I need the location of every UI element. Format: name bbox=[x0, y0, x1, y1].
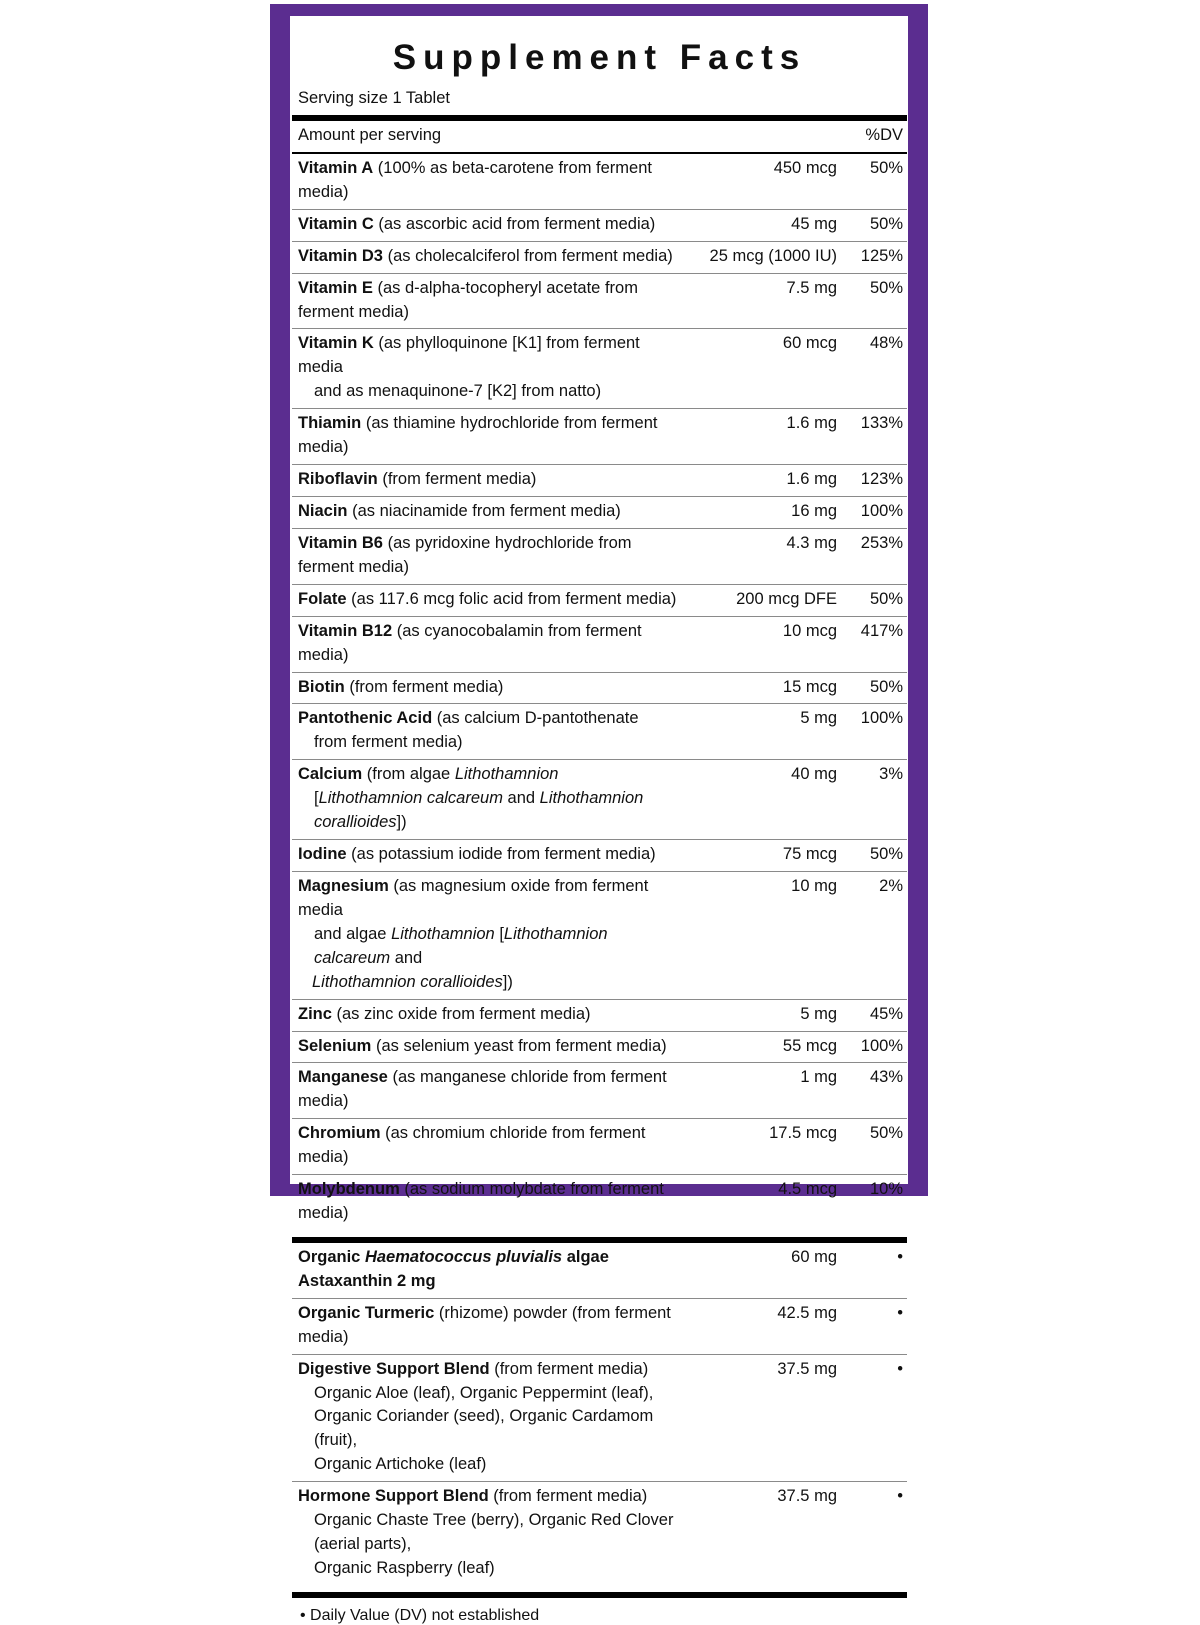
nutrient-dv: 50% bbox=[869, 278, 903, 297]
nutrient-detail: (as sodium molybdate from ferment media) bbox=[298, 1180, 664, 1223]
nutrient-amount: 17.5 mcg bbox=[769, 1124, 837, 1143]
nutrient-amount: 60 mcg bbox=[782, 334, 837, 353]
nutrient-name: Vitamin D3 bbox=[298, 246, 383, 265]
nutrient-detail: (as d-alpha-tocopheryl acetate from ferment media) bbox=[298, 278, 638, 321]
nutrient-name: Vitamin E bbox=[298, 278, 373, 297]
table-row bbox=[292, 617, 907, 672]
nutrient-detail: (as cholecalciferol from ferment media) bbox=[382, 246, 673, 265]
nutrient-name: Selenium bbox=[298, 1036, 372, 1055]
nutrient-detail: (as 117.6 mcg folic acid from ferment media) bbox=[346, 589, 677, 608]
nutrient-name: Molybdenum bbox=[298, 1180, 400, 1199]
nutrient-dv: 2% bbox=[879, 876, 903, 895]
nutrient-name: Biotin bbox=[298, 677, 345, 696]
nutrient-detail: (as chromium chloride from ferment media) bbox=[298, 1124, 646, 1167]
ingredient-dv: • bbox=[897, 1303, 903, 1322]
ingredient-name-suffix: algae Astaxanthin 2 mg bbox=[298, 1247, 609, 1290]
nutrient-name: Folate bbox=[298, 589, 347, 608]
nutrient-name: Pantothenic Acid bbox=[298, 709, 433, 728]
nutrient-detail: (as ascorbic acid from ferment media) bbox=[373, 214, 656, 233]
nutrient-amount: 5 mg bbox=[800, 709, 837, 728]
table-row bbox=[292, 872, 907, 999]
nutrient-detail-line2: from ferment media) bbox=[314, 733, 463, 752]
nutrient-detail-line2: [Lithothamnion calcareum and Lithothamnion corallioides]) bbox=[314, 789, 644, 832]
nutrient-dv: 133% bbox=[860, 414, 903, 433]
blend-ingredient-line: Organic Chaste Tree (berry), Organic Red Clover (aerial parts), bbox=[314, 1511, 674, 1554]
nutrient-detail-line2: and as menaquinone-7 [K2] from natto) bbox=[314, 382, 602, 401]
table-row bbox=[292, 760, 907, 839]
nutrient-detail: (as manganese chloride from ferment media) bbox=[298, 1068, 667, 1111]
table-row bbox=[292, 673, 907, 704]
nutrient-amount: 55 mcg bbox=[782, 1036, 837, 1055]
nutrient-detail-line2: and algae Lithothamnion [Lithothamnion calcareum and bbox=[314, 924, 608, 967]
nutrient-detail: (from ferment media) bbox=[344, 677, 504, 696]
nutrient-dv: 3% bbox=[879, 765, 903, 784]
ingredient-name: Organic Turmeric bbox=[298, 1303, 435, 1322]
nutrient-name: Vitamin K bbox=[298, 334, 374, 353]
table-row bbox=[292, 409, 907, 464]
nutrient-dv: 50% bbox=[869, 677, 903, 696]
blend-row bbox=[292, 1482, 907, 1585]
ingredient-dv: • bbox=[897, 1247, 903, 1266]
nutrient-amount: 1.6 mg bbox=[786, 470, 837, 489]
blend-ingredient-line: Organic Raspberry (leaf) bbox=[314, 1559, 495, 1578]
blend-name: Digestive Support Blend bbox=[298, 1359, 490, 1378]
nutrient-name: Vitamin C bbox=[298, 214, 374, 233]
nutrient-dv: 123% bbox=[860, 470, 903, 489]
nutrient-name: Chromium bbox=[298, 1124, 381, 1143]
nutrient-detail: (as thiamine hydrochloride from ferment media) bbox=[298, 414, 658, 457]
nutrient-amount: 10 mcg bbox=[782, 621, 837, 640]
nutrient-amount: 45 mg bbox=[791, 214, 837, 233]
table-row bbox=[292, 154, 907, 209]
blend-ingredient-line: Organic Artichoke (leaf) bbox=[314, 1455, 487, 1474]
table-row bbox=[292, 1119, 907, 1174]
nutrient-amount: 16 mg bbox=[791, 501, 837, 520]
nutrient-detail: (from ferment media) bbox=[377, 470, 537, 489]
nutrient-dv: 100% bbox=[860, 501, 903, 520]
table-row bbox=[292, 1000, 907, 1031]
nutrient-detail: (as niacinamide from ferment media) bbox=[347, 501, 621, 520]
nutrient-amount: 4.5 mcg bbox=[778, 1180, 837, 1199]
nutrient-detail: (as phylloquinone [K1] from ferment media bbox=[298, 334, 640, 377]
table-row bbox=[292, 704, 907, 759]
nutrient-amount: 4.3 mg bbox=[786, 533, 837, 552]
nutrient-amount: 1 mg bbox=[800, 1068, 837, 1087]
nutrient-dv: 48% bbox=[869, 334, 903, 353]
nutrient-detail: (as pyridoxine hydrochloride from ferment media) bbox=[298, 533, 632, 576]
table-row bbox=[292, 1175, 907, 1230]
nutrient-dv: 125% bbox=[860, 246, 903, 265]
nutrient-amount: 200 mcg DFE bbox=[736, 589, 837, 608]
table-row bbox=[292, 529, 907, 584]
blend-ingredient-line: Organic Coriander (seed), Organic Cardamom (fruit), bbox=[314, 1407, 654, 1450]
nutrient-name: Vitamin B6 bbox=[298, 533, 383, 552]
nutrient-detail: (as potassium iodide from ferment media) bbox=[346, 845, 656, 864]
nutrient-amount: 40 mg bbox=[791, 765, 837, 784]
nutrient-dv: 100% bbox=[860, 709, 903, 728]
table-row bbox=[292, 1063, 907, 1118]
blend-dv: • bbox=[897, 1487, 903, 1506]
nutrient-amount: 25 mcg (1000 IU) bbox=[709, 246, 837, 265]
nutrient-dv: 417% bbox=[860, 621, 903, 640]
nutrient-amount: 10 mg bbox=[791, 876, 837, 895]
nutrient-dv: 10% bbox=[869, 1180, 903, 1199]
nutrient-amount: 1.6 mg bbox=[786, 414, 837, 433]
blend-detail: (from ferment media) bbox=[489, 1359, 649, 1378]
footnote-dv-not-established: • Daily Value (DV) not established bbox=[300, 1606, 540, 1624]
nutrient-detail: (as zinc oxide from ferment media) bbox=[331, 1004, 591, 1023]
ingredient-detail: (rhizome) powder (from ferment media) bbox=[298, 1303, 671, 1346]
dv-column-header: %DV bbox=[865, 126, 903, 144]
nutrient-dv: 45% bbox=[869, 1004, 903, 1023]
table-row bbox=[292, 465, 907, 496]
amount-per-serving-header: Amount per serving bbox=[298, 126, 442, 144]
table-row bbox=[292, 497, 907, 528]
blend-dv: • bbox=[897, 1359, 903, 1378]
page-title: Supplement Facts bbox=[392, 38, 807, 77]
blend-name: Hormone Support Blend bbox=[298, 1487, 489, 1506]
table-row bbox=[292, 1299, 907, 1354]
table-row bbox=[292, 274, 907, 329]
nutrient-dv: 50% bbox=[869, 589, 903, 608]
nutrient-name: Niacin bbox=[298, 501, 348, 520]
nutrient-detail: (100% as beta-carotene from ferment media) bbox=[298, 158, 652, 201]
blend-detail: (from ferment media) bbox=[488, 1487, 648, 1506]
nutrient-name: Riboflavin bbox=[298, 470, 378, 489]
table-row bbox=[292, 210, 907, 241]
ingredient-name: Organic bbox=[298, 1247, 365, 1266]
nutrient-name: Iodine bbox=[298, 845, 347, 864]
nutrient-dv: 253% bbox=[860, 533, 903, 552]
table-header-row bbox=[292, 121, 907, 152]
blend-amount: 37.5 mg bbox=[777, 1487, 837, 1506]
nutrient-amount: 15 mcg bbox=[782, 677, 837, 696]
nutrient-detail: (as selenium yeast from ferment media) bbox=[371, 1036, 667, 1055]
nutrient-amount: 7.5 mg bbox=[786, 278, 837, 297]
nutrient-name: Vitamin B12 bbox=[298, 621, 393, 640]
nutrient-name: Zinc bbox=[298, 1004, 332, 1023]
nutrient-detail-line3: Lithothamnion corallioides]) bbox=[312, 972, 513, 991]
nutrient-name: Magnesium bbox=[298, 876, 389, 895]
nutrient-detail: (from algae Lithothamnion bbox=[362, 765, 559, 784]
blend-row bbox=[292, 1355, 907, 1482]
nutrient-dv: 50% bbox=[869, 1124, 903, 1143]
nutrient-dv: 50% bbox=[869, 845, 903, 864]
table-row bbox=[292, 1032, 907, 1063]
nutrient-amount: 75 mcg bbox=[782, 845, 837, 864]
table-row bbox=[292, 242, 907, 273]
nutrient-dv: 100% bbox=[860, 1036, 903, 1055]
supplement-facts-panel bbox=[292, 26, 907, 1624]
nutrient-detail: (as calcium D-pantothenate bbox=[432, 709, 639, 728]
ingredient-name-italic: Haematococcus pluvialis bbox=[364, 1247, 563, 1266]
serving-size: Serving size 1 Tablet bbox=[298, 89, 450, 107]
nutrient-amount: 450 mcg bbox=[773, 158, 837, 177]
nutrient-name: Thiamin bbox=[298, 414, 362, 433]
ingredient-amount: 60 mg bbox=[791, 1247, 837, 1266]
nutrient-dv: 50% bbox=[869, 214, 903, 233]
table-row bbox=[292, 329, 907, 408]
nutrient-detail: (as magnesium oxide from ferment media bbox=[298, 876, 649, 919]
ingredient-amount: 42.5 mg bbox=[777, 1303, 837, 1322]
table-row bbox=[292, 585, 907, 616]
table-row bbox=[292, 840, 907, 871]
nutrient-amount: 5 mg bbox=[800, 1004, 837, 1023]
nutrient-dv: 50% bbox=[869, 158, 903, 177]
table-row bbox=[292, 1243, 907, 1298]
nutrient-name: Calcium bbox=[298, 765, 363, 784]
nutrient-detail: (as cyanocobalamin from ferment media) bbox=[298, 621, 642, 664]
nutrient-name: Manganese bbox=[298, 1068, 388, 1087]
blend-ingredient-line: Organic Aloe (leaf), Organic Peppermint (leaf), bbox=[314, 1383, 654, 1402]
nutrient-dv: 43% bbox=[869, 1068, 903, 1087]
nutrient-name: Vitamin A bbox=[298, 158, 374, 177]
blend-amount: 37.5 mg bbox=[777, 1359, 837, 1378]
